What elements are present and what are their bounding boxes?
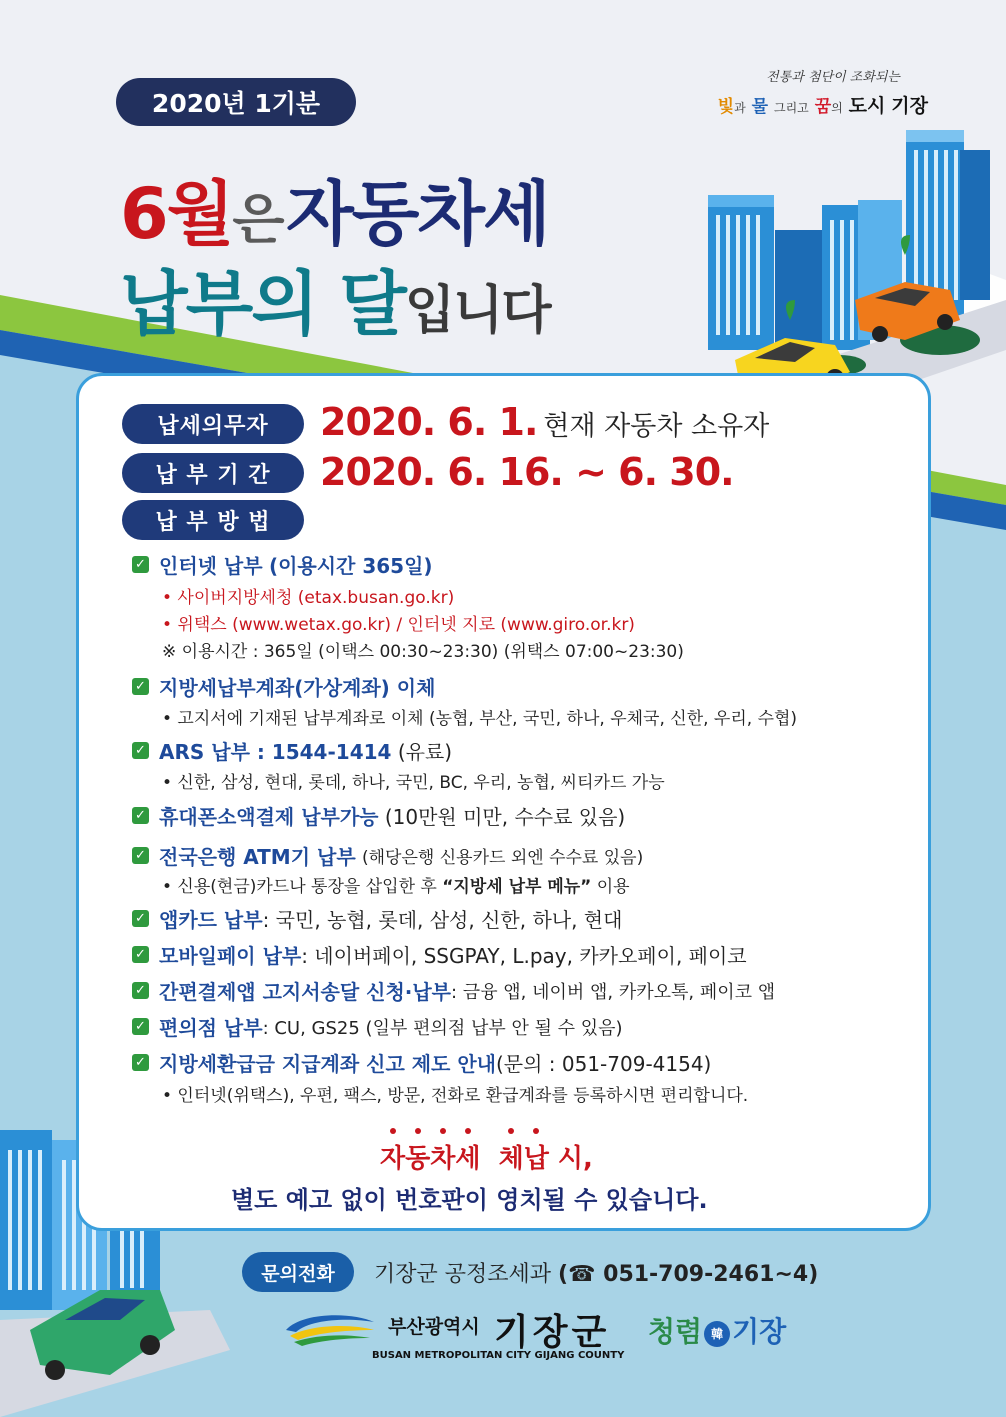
slogan-particle: 의 — [831, 101, 843, 115]
contact-dept: 기장군 공정조세과 — [374, 1262, 559, 1287]
headline-particle: 은 — [232, 188, 283, 251]
virtual-sub-1: • 고지서에 기재된 납부계좌로 이체 (농협, 부산, 국민, 하나, 우체국, 신한, 우리, 수협) — [162, 709, 798, 729]
internet-sub-2: • 위택스 (www.wetax.go.kr) / 인터넷 지로 (www.giro.or.kr) — [162, 615, 635, 635]
headline-tax: 자동차세 — [286, 173, 549, 255]
method-convenience-store — [132, 1012, 623, 1041]
period-pill: 2020년 1기분 — [116, 78, 356, 126]
headline-month: 6월 — [120, 173, 233, 255]
brand-mark-icon: 韓 — [704, 1321, 730, 1347]
atm-sub-bold: “지방세 납부 메뉴” — [442, 877, 592, 897]
warning-suffix: 시, — [548, 1144, 593, 1174]
method-phone — [132, 801, 625, 830]
method-note: (10만원 미만, 수수료 있음) — [384, 805, 626, 829]
gijang-slogan — [688, 66, 928, 118]
method-refund — [132, 1048, 711, 1077]
method-simple-pay — [132, 976, 775, 1005]
cheongryeom-gijang-logo — [648, 1310, 786, 1350]
method-title: 지방세납부계좌(가상계좌) 이체 — [159, 676, 436, 700]
contact-phone[interactable]: (☎ 051-709-2461~4) — [558, 1262, 819, 1287]
atm-sub-1 — [162, 872, 630, 897]
warning-line-2: 별도 예고 없이 번호판이 영치될 수 있습니다. — [231, 1186, 708, 1214]
gijang-emblem-icon — [282, 1310, 378, 1346]
emphasis-char: 납 — [524, 1138, 549, 1175]
method-note: (이용시간 365일) — [268, 554, 433, 578]
headline-line-1 — [120, 158, 549, 259]
headline-ending: 입니다 — [404, 281, 550, 341]
method-label: 납 부 방 법 — [122, 500, 304, 540]
atm-sub-post: 이용 — [591, 877, 630, 897]
method-title: 인터넷 납부 — [159, 554, 263, 578]
emphasis-char: 차 — [430, 1138, 455, 1175]
taxpayer-date: 2020. 6. 1. — [320, 400, 538, 444]
brand-word: 기장 — [732, 1315, 787, 1348]
emphasis-char: 세 — [455, 1138, 480, 1175]
slogan-word: 기장 — [891, 95, 928, 117]
taxpayer-text: 현재 자동차 소유자 — [543, 411, 770, 442]
slogan-particle: 과 — [734, 101, 746, 115]
slogan-particle: 그리고 — [773, 101, 809, 115]
method-note: : 금융 앱, 네이버 앱, 카카오톡, 페이코 앱 — [451, 981, 776, 1003]
taxpayer-label: 납세의무자 — [122, 404, 304, 444]
method-internet — [132, 550, 433, 579]
period-value: 2020. 6. 16. ~ 6. 30. — [320, 450, 734, 494]
logo-city: 부산광역시 — [388, 1316, 480, 1338]
method-note: (해당은행 신용카드 외엔 수수료 있음) — [362, 848, 644, 868]
check-icon: ✓ — [132, 678, 149, 695]
taxpayer-info — [320, 400, 769, 444]
method-title: ARS 납부 : 1544-1414 — [159, 740, 392, 764]
emphasis-char: 동 — [405, 1138, 430, 1175]
method-title: 전국은행 ATM기 납부 — [159, 845, 356, 869]
headline-payment-month: 납부의 달 — [120, 263, 405, 345]
ars-sub-1: • 신한, 삼성, 현대, 롯데, 하나, 국민, BC, 우리, 농협, 씨티카드 가능 — [162, 773, 665, 793]
method-title: 모바일페이 납부 — [159, 944, 302, 968]
contact-info — [374, 1257, 818, 1288]
check-icon: ✓ — [132, 946, 149, 963]
slogan-word: 도시 — [848, 95, 886, 117]
check-icon: ✓ — [132, 1018, 149, 1035]
headline-line-2 — [120, 248, 550, 349]
method-title: 앱카드 납부 — [159, 908, 263, 932]
method-mobile-pay — [132, 940, 747, 969]
internet-sub-1: • 사이버지방세청 (etax.busan.go.kr) — [162, 588, 455, 608]
check-icon: ✓ — [132, 742, 149, 759]
method-virtual-account — [132, 672, 435, 701]
method-title: 휴대폰소액결제 납부가능 — [159, 805, 379, 829]
slogan-top: 전통과 첨단이 조화되는 — [766, 70, 900, 85]
check-icon: ✓ — [132, 556, 149, 573]
refund-sub-1: • 인터넷(위택스), 우편, 팩스, 방문, 전화로 환급계좌를 등록하시면 편리합니다. — [162, 1086, 749, 1106]
method-note: : 국민, 농협, 롯데, 삼성, 신한, 하나, 현대 — [262, 908, 623, 932]
method-title: 지방세환급금 지급계좌 신고 제도 안내 — [159, 1052, 496, 1076]
check-icon: ✓ — [132, 982, 149, 999]
method-atm — [132, 841, 643, 870]
method-note: : 네이버페이, SSGPAY, L.pay, 카카오페이, 페이코 — [301, 944, 747, 968]
method-appcard — [132, 904, 622, 933]
method-note: : CU, GS25 (일부 편의점 납부 안 될 수 있음) — [262, 1017, 623, 1039]
slogan-word: 꿈 — [814, 97, 832, 117]
slogan-word: 빛 — [717, 97, 735, 117]
method-title: 편의점 납부 — [159, 1016, 263, 1040]
check-icon: ✓ — [132, 807, 149, 824]
logo-english: BUSAN METROPOLITAN CITY GIJANG COUNTY — [372, 1350, 625, 1361]
method-ars — [132, 736, 452, 765]
warning-line-1 — [380, 1138, 593, 1175]
method-title: 간편결제앱 고지서송달 신청·납부 — [159, 980, 452, 1004]
slogan-bottom — [688, 91, 928, 118]
period-label: 납 부 기 간 — [122, 453, 304, 493]
atm-sub-pre: • 신용(현금)카드나 통장을 삽입한 후 — [162, 877, 443, 897]
check-icon: ✓ — [132, 1054, 149, 1071]
contact-pill: 문의전화 — [242, 1252, 354, 1292]
brand-word: 청렴 — [648, 1315, 703, 1348]
check-icon: ✓ — [132, 847, 149, 864]
logo-county: 기장군 — [494, 1312, 611, 1353]
method-note: (유료) — [397, 740, 453, 764]
slogan-word: 물 — [751, 97, 769, 117]
method-note: (문의 : 051-709-4154) — [495, 1052, 712, 1076]
emphasis-char: 자 — [380, 1138, 405, 1175]
check-icon: ✓ — [132, 910, 149, 927]
emphasis-char: 체 — [499, 1138, 524, 1175]
internet-sub-3: ※ 이용시간 : 365일 (이택스 00:30~23:30) (위택스 07:00~23:30) — [162, 642, 684, 662]
